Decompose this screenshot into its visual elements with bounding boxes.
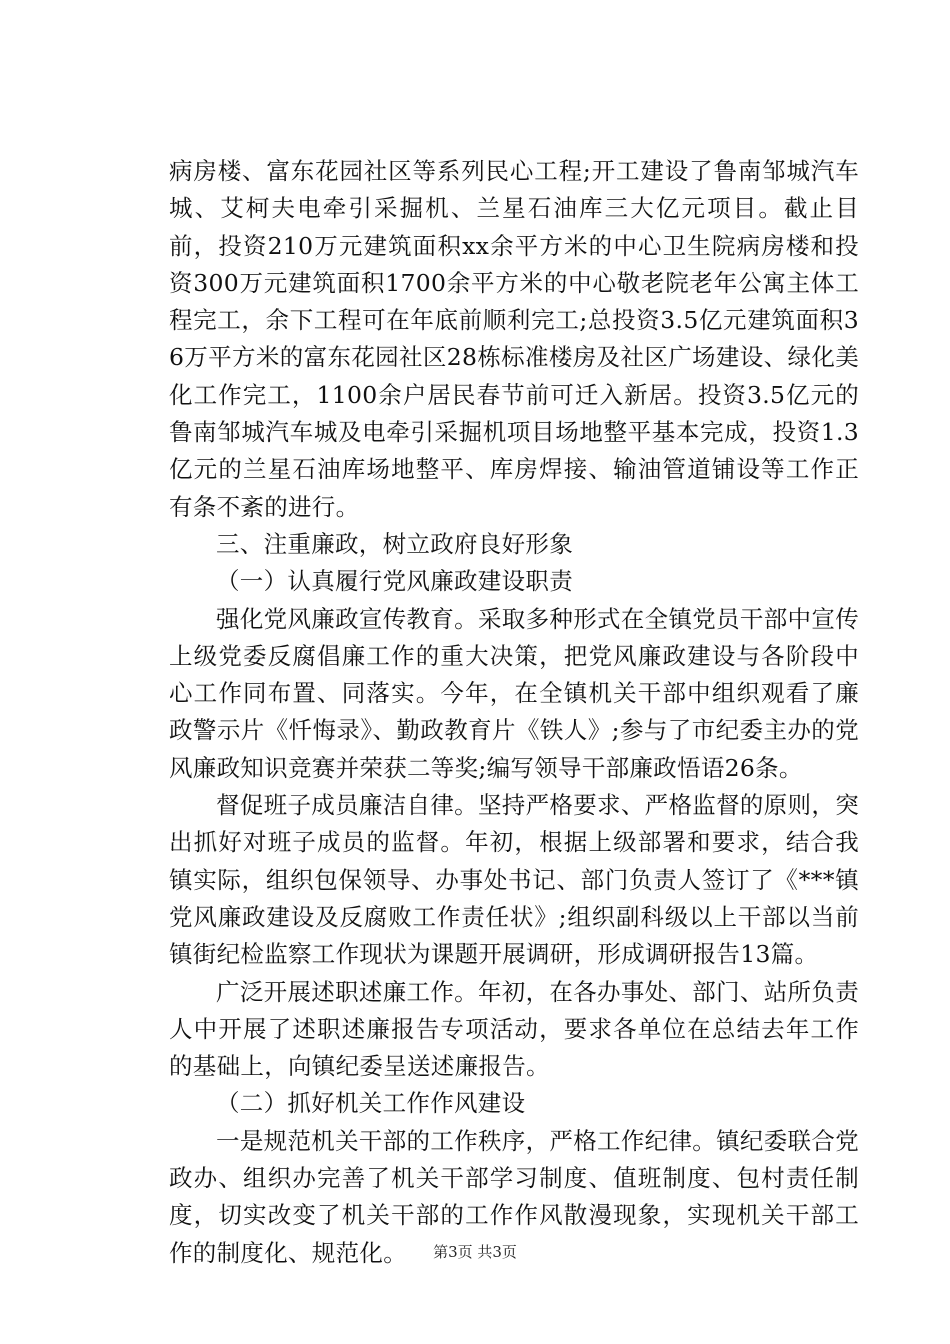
- document-body: [169, 153, 859, 1272]
- paragraph-education: 强化党风廉政宣传教育。采取多种形式在全镇党员干部中宣传上级党委反腐倡廉工作的重大决策，把党风廉政建设与各阶段中心工作同布置、同落实。今年，在全镇机关干部中组织观看了廉政警示片《忏悔录》、勤政教育片《铁人》;参与了市纪委主办的党风廉政知识竞赛并荣获二等奖;编写领导干部廉政悟语26条。: [169, 604, 859, 782]
- section-heading-integrity: 三、注重廉政，树立政府良好形象: [216, 529, 573, 558]
- paragraph-projects: 病房楼、富东花园社区等系列民心工程;开工建设了鲁南邹城汽车城、艾柯夫电牵引采掘机、兰星石油库三大亿元项目。截止目前，投资210万元建筑面积xx余平方米的中心卫生院病房楼和投资300万元建筑面积1700余平方米的中心敬老院老年公寓主体工程完工，余下工程可在年底前顺利完工;总投资3.5亿元建筑面积36万平方米的富东花园社区28栋标准楼房及社区广场建设、绿化美化工作完工，1100余户居民春节前可迁入新居。投资3.5亿元的鲁南邹城汽车城及电牵引采掘机项目场地整平基本完成，投资1.3亿元的兰星石油库场地整平、库房焊接、输油管道铺设等工作正有条不紊的进行。: [169, 157, 859, 521]
- subsection-heading-party-conduct: （一）认真履行党风廉政建设职责: [216, 567, 573, 596]
- paragraph-work-order: 一是规范机关干部的工作秩序，严格工作纪律。镇纪委联合党政办、组织办完善了机关干部学习制度、值班制度、包村责任制度，切实改变了机关干部的工作作风散漫现象，实现机关干部工作的制度化、规范化。: [169, 1126, 859, 1267]
- paragraph-self-discipline: 督促班子成员廉洁自律。坚持严格要求、严格监督的原则，突出抓好对班子成员的监督。年初，根据上级部署和要求，结合我镇实际，组织包保领导、办事处书记、部门负责人签订了《***镇党风廉政建设及反腐败工作责任状》;组织副科级以上干部以当前镇街纪检监察工作现状为课题开展调研，形成调研报告13篇。: [169, 791, 859, 969]
- subsection-heading-work-style: （二）抓好机关工作作风建设: [216, 1089, 526, 1118]
- page-number-footer: 第3页 共3页: [433, 1243, 517, 1261]
- paragraph-duty-report: 广泛开展述职述廉工作。年初，在各办事处、部门、站所负责人中开展了述职述廉报告专项活动，要求各单位在总结去年工作的基础上，向镇纪委呈送述廉报告。: [169, 977, 859, 1081]
